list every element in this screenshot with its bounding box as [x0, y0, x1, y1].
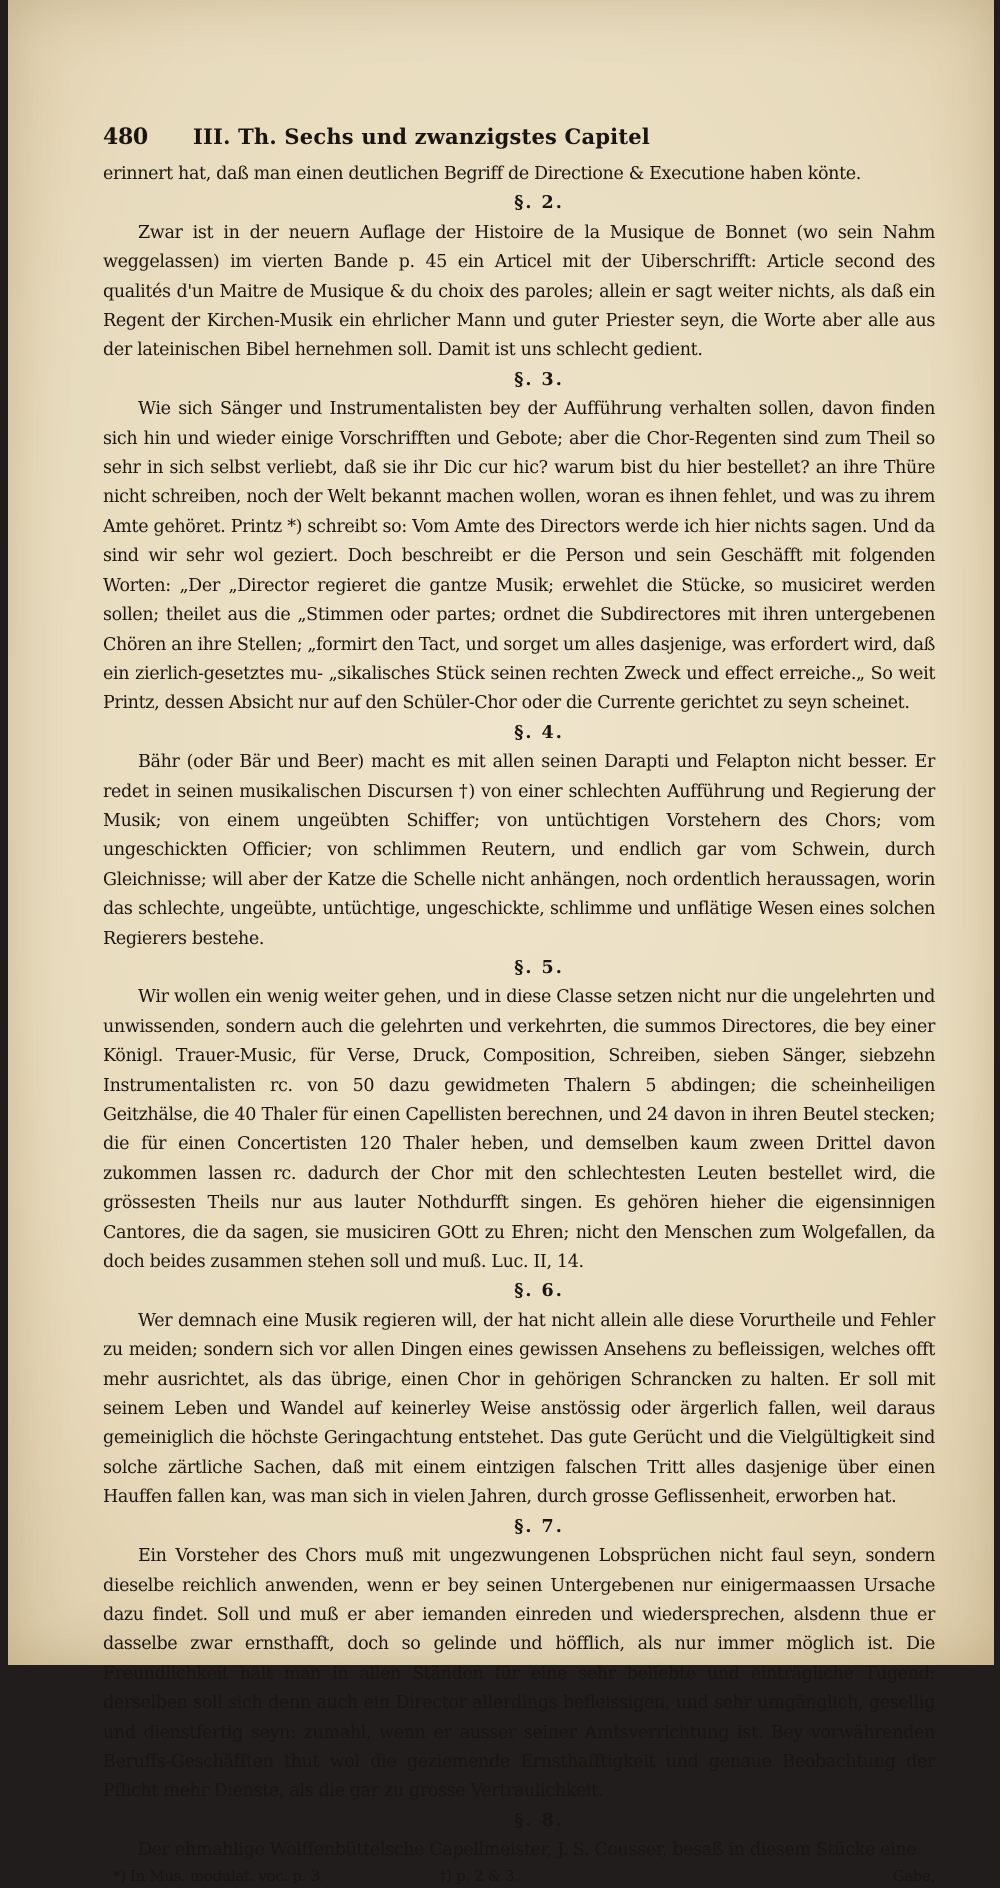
paragraph: Ein Vorsteher des Chors muß mit ungezwungenen Lobsprüchen nicht faul seyn, sondern dieselbe reichlich anwenden, wenn er bey seinen Untergebenen nur einigermaassen Ursache dazu findet. Soll und muß er aber iemanden einreden und wiedersprechen, alsdenn thue er dasselbe zwar ernsthafft, doch so gelinde und höfflich, als nur immer möglich ist. Die Freundlichkeit hält man in allen Ständen für eine sehr beliebte und einträgliche Tugend: derselben soll sich denn auch ein Director allerdings befleissigen, und sehr umgänglich, gesellig und dienstfertig seyn: zumahl, wenn er ausser seiner Amtsverrichtung ist. Bey vorwährenden Beruffs-Geschäfften thut wol die geziemende Ernsthafftigkeit und genaue Beobachtung der Pflicht mehr Dienste, als die gar zu grosse Vertraulichkeit. [103, 1546, 935, 1802]
paragraph: erinnert hat, daß man einen deutlichen Begriff de Directione & Executione haben könte. [103, 164, 861, 184]
footnote-1: *) In Mus. modulat. voc. p. 3. [113, 1866, 324, 1885]
paragraph: Wie sich Sänger und Instrumentalisten bey der Aufführung verhalten sollen, davon finden sich hin und wieder einige Vorschrifften und Gebote; aber die Chor-Regenten sind zum Theil so sehr in sich selbst verliebt, daß sie ihr Dic cur hic? warum bist du hier bestellet? an ihre Thüre nicht schreiben, noch der Welt bekannt machen wollen, woran es ihnen fehlet, und was zu ihrem Amte gehöret. Printz *) schreibt so: Vom Amte des Directors werde ich hier nichts sagen. Und da sind wir sehr wol geziert. Doch beschreibt er die Person und sein Geschäfft mit folgenden Worten: „Der „Director regieret die gantze Musik; erwehlet die Stücke, so musiciret werden sollen; theilet aus die „Stimmen oder partes; ordnet die Subdirectores mit ihren untergebenen Chören an ihre Stellen; „formirt den Tact, und sorget um alles dasjenige, was erfordert wird, daß ein zierlich-gesetztes mu- „sikalisches Stück seinen rechten Zweck und effect erreiche.„ So weit Printz, dessen Absicht nur auf den Schüler-Chor oder die Currente gerichtet zu seyn scheinet. [103, 399, 935, 714]
section-heading: §. 5. [514, 957, 564, 978]
page-number: 480 [103, 124, 148, 150]
section-heading: §. 2. [514, 193, 564, 214]
section-heading: §. 3. [514, 369, 564, 390]
paragraph: Der ehmahlige Wolffenbüttelsche Capellmeister, J. S. Cousser, besaß in diesem Stücke eine [138, 1840, 917, 1861]
section-heading: §. 7. [514, 1516, 564, 1537]
footnote-2: †) p. 2 & 3. [438, 1866, 519, 1885]
footnotes [103, 1864, 935, 1888]
footnote-group [103, 1864, 519, 1888]
section-heading: §. 8. [514, 1810, 564, 1831]
section-heading: §. 4. [514, 722, 564, 743]
paragraph: Wir wollen ein wenig weiter gehen, und in diese Classe setzen nicht nur die ungelehrten und unwissenden, sondern auch die gelehrten und verkehrten, die summos Directores, die bey einer Königl. Trauer-Music, für Verse, Druck, Composition, Schreiben, sieben Sänger, siebzehn Instrumentalisten rc. von 50 dazu gewidmeten Thalern 5 abdingen; die scheinheiligen Geitzhälse, die 40 Thaler für einen Capellisten berechnen, und 24 davon in ihren Beutel stecken; die für einen Concertisten 120 Thaler heben, und demselben kaum zween Drittel davon zukommen lassen rc. dadurch der Chor mit den schlechtesten Leuten bestellet wird, die grössesten Theils nur aus lauter Nothdurfft singen. Es gehören hieher die eigensinnigen Cantores, die da sagen, sie musiciren GOtt zu Ehren; nicht den Menschen zum Wolgefallen, da doch beides zusammen stehen soll und muß. Luc. II, 14. [103, 987, 935, 1273]
text-block [103, 122, 935, 1888]
section-heading: §. 6. [514, 1281, 564, 1302]
body-text [103, 160, 935, 1866]
catchword: Gabe, [892, 1866, 935, 1885]
paragraph: Wer demnach eine Musik regieren will, der hat nicht allein alle diese Vorurtheile und Fehler zu meiden; sondern sich vor allen Dingen eines gewissen Ansehens zu befleissigen, welches offt mehr ausrichtet, als das übrige, einen Chor in gehörigen Schrancken zu halten. Er soll mit seinem Leben und Wandel auf keinerley Weise anstössig oder ärgerlich fallen, weil daraus gemeiniglich die höchste Geringachtung entstehet. Das gute Gerücht und die Vielgültigkeit sind solche zärtliche Sachen, daß mit einem eintzigen falschen Tritt alles dasjenige über einen Hauffen fallen kan, was man sich in vielen Jahren, durch grosse Geflissenheit, erworben hat. [103, 1310, 935, 1508]
page-header [103, 122, 935, 158]
paragraph: Zwar ist in der neuern Auflage der Histoire de la Musique de Bonnet (wo sein Nahm weggelassen) im vierten Bande p. 45 ein Articel mit der Uiberschrifft: Article second des qualités d'un Maitre de Musique & du choix des paroles; allein er sagt weiter nichts, als daß ein Regent der Kirchen-Musik ein ehrlicher Mann und guter Priester seyn, die Worte aber alle aus der lateinischen Bibel hernehmen soll. Damit ist uns schlecht gedient. [103, 222, 935, 361]
running-head: III. Th. Sechs und zwanzigstes Capitel [193, 124, 650, 149]
book-page [8, 0, 994, 1885]
paragraph: Bähr (oder Bär und Beer) macht es mit allen seinen Darapti und Felapton nicht besser. Er redet in seinen musikalischen Discursen †) von einer schlechten Aufführung und Regierung der Musik; von einem ungeübten Schiffer; von untüchtigen Vorstehern des Chors; vom ungeschickten Officier; von schlimmen Reutern, und endlich gar vom Schwein, durch Gleichnisse; will aber der Katze die Schelle nicht anhängen, noch ordentlich heraussagen, worin das schlechte, ungeübte, untüchtige, ungeschickte, schlimme und unflätige Wesen eines solchen Regierers bestehe. [103, 752, 935, 949]
